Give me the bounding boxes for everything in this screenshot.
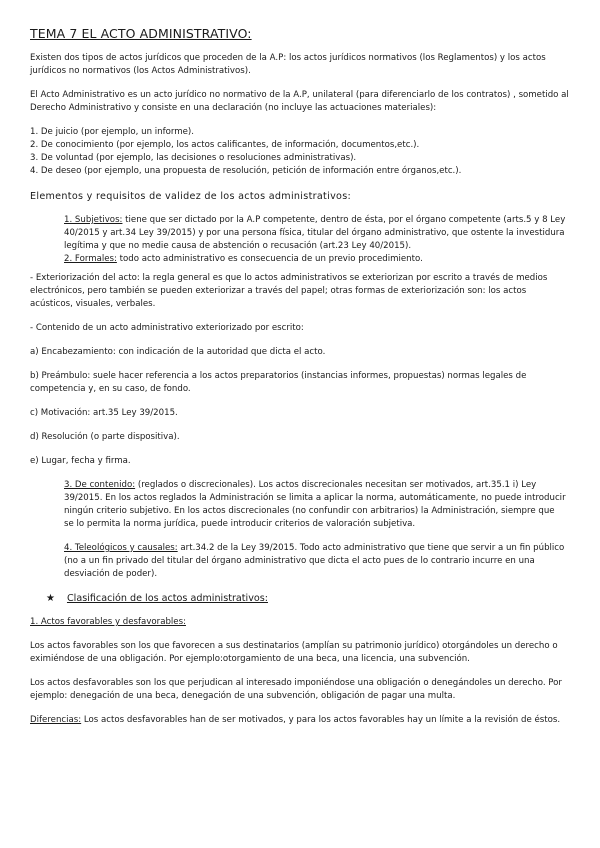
favorables-paragraph: Los actos favorables son los que favorecen a sus destinatarios (amplían su patrimonio jurídico) otorgándoles un derecho o eximiéndose de una obligación. Por ejemplo:otorgamiento de una beca, una licencia, una subvención.: [30, 641, 558, 664]
elements-heading: Elementos y requisitos de validez de los actos administrativos:: [30, 191, 352, 202]
teleologicos-text: art.34.2 de la Ley 39/2015. Todo acto administrativo que tiene que servir a un fin público (no a un fin privado del titular del órgano administrativo que dicta el acto pues de lo contrario incurre en una desviación de poder).: [64, 543, 565, 579]
list-item: c) Motivación: art.35 Ley 39/2015.: [30, 408, 178, 418]
subjetivos-label: 1. Subjetivos:: [64, 215, 123, 225]
exteriorizacion-paragraph: - Exteriorización del acto: la regla general es que lo actos administrativos se exteriorizan por escrito a través de medios electrónicos, pero también se pueden exteriorizar a través del papel; otras formas de exteriorización son: los actos acústicos, visuales, verbales.: [30, 273, 548, 309]
list-item: e) Lugar, fecha y firma.: [30, 456, 131, 466]
declarations-list: [30, 126, 570, 178]
list-item: 2. De conocimiento (por ejemplo, los actos calificantes, de información, documentos,etc.).: [30, 140, 420, 150]
list-item: 4. De deseo (por ejemplo, una propuesta de resolución, petición de información entre órganos,etc.).: [30, 166, 462, 176]
desfavorables-paragraph: Los actos desfavorables son los que perjudican al interesado imponiéndose una obligación o denegándoles un derecho. Por ejemplo: denegación de una beca, denegación de una subvención, obligación de pagar una multa.: [30, 678, 562, 701]
list-item: d) Resolución (o parte dispositiva).: [30, 432, 180, 442]
formales-text: todo acto administrativo es consecuencia de un previo procedimiento.: [116, 254, 423, 264]
subjetivos-text: tiene que ser dictado por la A.P competente, dentro de ésta, por el órgano competente (arts.5 y 8 Ley 40/2015 y art.34 Ley 39/2015) y por una persona física, titular del órgano administrativo, que ostente la investidura legítima y que no medie causa de abstención o recusación (art.23 Ley 40/2015).: [64, 215, 566, 251]
contenido-intro: - Contenido de un acto administrativo exteriorizado por escrito:: [30, 323, 304, 333]
clasificacion-label: Clasificación de los actos administrativos:: [66, 593, 268, 604]
diferencias-label: Diferencias:: [30, 715, 82, 725]
de-contenido-label: 3. De contenido:: [64, 480, 136, 490]
intro-paragraph: Existen dos tipos de actos jurídicos que proceden de la A.P: los actos jurídicos normativos (los Reglamentos) y los actos jurídicos no normativos (los Actos Administrativos).: [30, 53, 546, 76]
section-subjetivos: [64, 214, 566, 266]
formales-label: 2. Formales:: [64, 254, 117, 264]
section-de-contenido: [64, 479, 566, 531]
diferencias-paragraph: [30, 714, 570, 727]
list-item: 3. De voluntad (por ejemplo, las decisiones o resoluciones administrativas).: [30, 153, 357, 163]
list-item: b) Preámbulo: suele hacer referencia a los actos preparatorios (instancias informes, propuestas) normas legales de competencia y, en su caso, de fondo.: [30, 371, 527, 394]
diferencias-text: Los actos desfavorables han de ser motivados, y para los actos favorables hay un límite a la revisión de éstos.: [81, 715, 561, 725]
list-item: 1. De juicio (por ejemplo, un informe).: [30, 127, 194, 137]
favorables-heading: 1. Actos favorables y desfavorables:: [30, 617, 186, 627]
page-title: TEMA 7 EL ACTO ADMINISTRATIVO:: [30, 26, 252, 41]
clasificacion-bullet: [46, 592, 570, 605]
de-contenido-text: (reglados o discrecionales). Los actos discrecionales necesitan ser motivados, art.35.1 i) Ley 39/2015. En los actos reglados la Administración se limita a aplicar la norma, automáticamente, no puede introducir ningún criterio subjetivo. En los actos discrecionales (no confundir con arbitrarios) la Administración, siempre que se lo permita la norma jurídica, puede introducir criterios de valoración subjetiva.: [64, 480, 566, 529]
definition-paragraph: El Acto Administrativo es un acto jurídico no normativo de la A.P, unilateral (para diferenciarlo de los contratos) , sometido al Derecho Administrativo y consiste en una declaración (no incluye las actuaciones materiales):: [30, 90, 569, 113]
section-teleologicos: [64, 542, 566, 581]
star-icon: ★: [46, 593, 55, 604]
teleologicos-label: 4. Teleológicos y causales:: [64, 543, 178, 553]
list-item: a) Encabezamiento: con indicación de la autoridad que dicta el acto.: [30, 347, 326, 357]
